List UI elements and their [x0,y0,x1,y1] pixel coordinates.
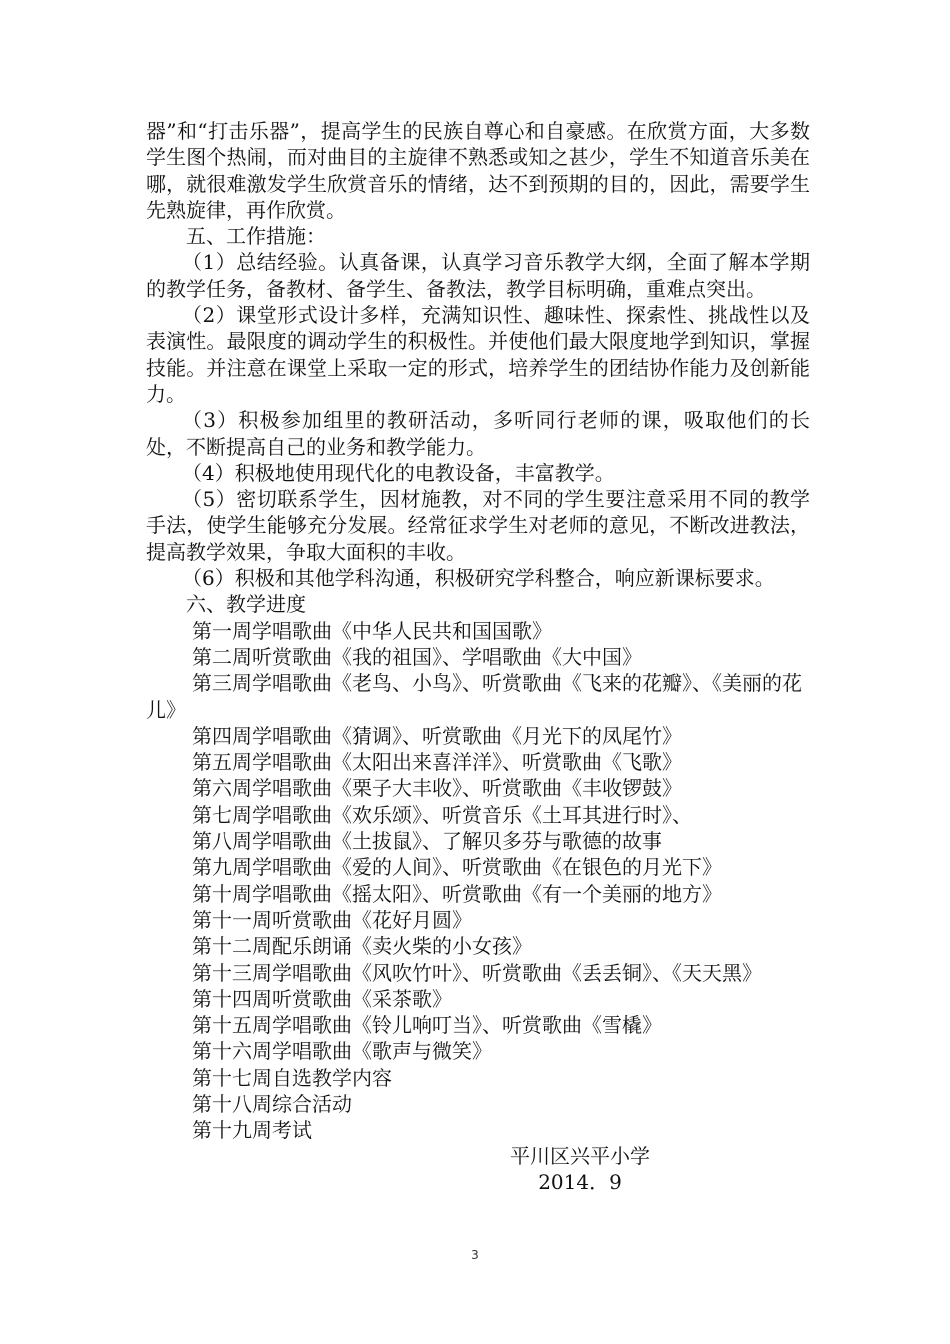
signature-date: 2014．9 [538,1170,622,1194]
schedule-item: 第三周学唱歌曲《老鸟、小鸟》、听赏歌曲《飞来的花瓣》、《美丽的花儿》 [146,671,802,722]
schedule-item: 第十九周考试 [192,1118,312,1143]
paragraph-measure-4: （4）积极地使用现代化的电教设备，丰富教学。 [182,460,615,485]
schedule-item: 第六周学唱歌曲《栗子大丰收》、听赏歌曲《丰收锣鼓》 [192,776,682,801]
schedule-item: 第十五周学唱歌曲《铃儿响叮当》、听赏歌曲《雪橇》 [192,1013,662,1038]
schedule-item: 第二周听赏歌曲《我的祖国》、学唱歌曲《大中国》 [192,644,642,669]
paragraph-measure-3: （3）积极参加组里的教研活动，多听同行老师的课，吸取他们的长处，不断提高自己的业务和教学能力。 [146,408,810,459]
schedule-item: 第十七周自选教学内容 [192,1065,392,1090]
heading-work-measures: 五、工作措施： [186,224,326,249]
page-number: 3 [471,1248,479,1262]
schedule-item: 第七周学唱歌曲《欢乐颂》、听赏音乐《土耳其进行时》、 [192,802,692,827]
schedule-item: 第八周学唱歌曲《土拔鼠》、了解贝多芬与歌德的故事 [192,829,662,854]
schedule-item: 第十八周综合活动 [192,1091,352,1116]
document-body [146,118,810,1144]
heading-teaching-schedule: 六、教学进度 [186,592,306,617]
schedule-item: 第十四周听赏歌曲《采茶歌》 [192,986,452,1011]
schedule-item: 第五周学唱歌曲《太阳出来喜洋洋》、听赏歌曲《飞歌》 [192,750,682,775]
schedule-item: 第十二周配乐朗诵《卖火柴的小女孩》 [192,934,532,959]
paragraph-measure-5: （5）密切联系学生，因材施教，对不同的学生要注意采用不同的教学手法，使学生能够充分发展。经常征求学生对老师的意见，不断改进教法，提高教学效果，争取大面积的丰收。 [146,487,810,564]
schedule-item: 第四周学唱歌曲《猜调》、听赏歌曲《月光下的凤尾竹》 [192,723,682,748]
schedule-item: 第十三周学唱歌曲《风吹竹叶》、听赏歌曲《丢丢铜》、《天天黑》 [192,960,762,985]
schedule-item: 第一周学唱歌曲《中华人民共和国国歌》 [192,618,552,643]
signature-school: 平川区兴平小学 [510,1144,650,1168]
paragraph-measure-6: （6）积极和其他学科沟通，积极研究学科整合，响应新课标要求。 [182,566,775,591]
signature-block [490,1143,670,1195]
schedule-item: 第十一周听赏歌曲《花好月圆》 [192,907,472,932]
paragraph-measure-2: （2）课堂形式设计多样，充满知识性、趣味性、探索性、挑战性以及表演性。最限度的调动学生的积极性。并使他们最大限度地学到知识，掌握技能。并注意在课堂上采取一定的形式，培养学生的团结协作能力及创新能力。 [146,303,810,406]
schedule-item: 第九周学唱歌曲《爱的人间》、听赏歌曲《在银色的月光下》 [192,855,722,880]
schedule-item: 第十周学唱歌曲《摇太阳》、听赏歌曲《有一个美丽的地方》 [192,881,722,906]
paragraph-measure-1: （1）总结经验。认真备课，认真学习音乐教学大纲，全面了解本学期的教学任务，备教材、备学生、备教法，教学目标明确，重难点突出。 [146,250,810,301]
schedule-item: 第十六周学唱歌曲《歌声与微笑》 [192,1039,492,1064]
paragraph-appreciation: 器”和“打击乐器”，提高学生的民族自尊心和自豪感。在欣赏方面，大多数学生图个热闹，而对曲目的主旋律不熟悉或知之甚少，学生不知道音乐美在哪，就很难激发学生欣赏音乐的情绪，达不到预期的目的，因此，需要学生先熟旋律，再作欣赏。 [146,119,810,222]
